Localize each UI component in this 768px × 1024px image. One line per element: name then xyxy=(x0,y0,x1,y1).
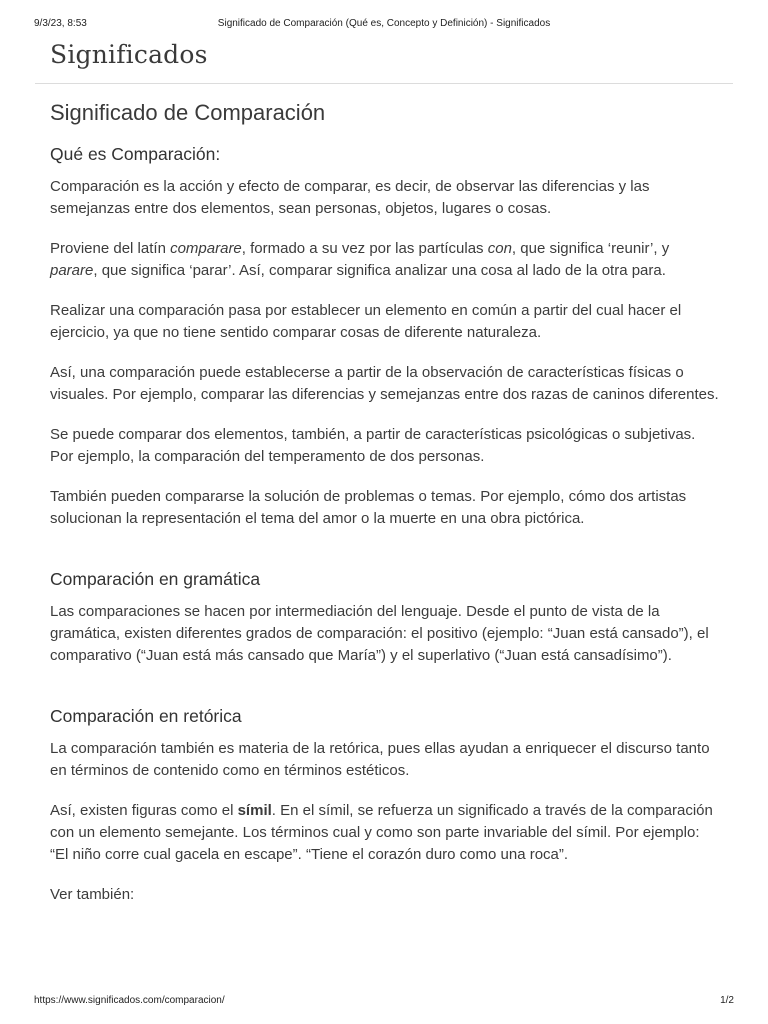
paragraph-grammar: Las comparaciones se hacen por intermediación del lenguaje. Desde el punto de vista de la gramática, existen diferentes grados de comparación: el positivo (ejemplo: “Juan está cansado”), el comparativo (“Juan está más cansado que María”) y el superlativo (“Juan está cansadísimo”). xyxy=(50,603,709,664)
section-heading-que-es: Qué es Comparación: xyxy=(50,144,221,164)
print-footer xyxy=(34,995,734,1007)
print-header xyxy=(34,18,734,30)
article-content xyxy=(50,98,720,906)
paragraph-definition: Comparación es la acción y efecto de comparar, es decir, de observar las diferencias y las semejanzas entre dos elementos, sean personas, objetos, lugares o cosas. xyxy=(50,178,650,217)
section-heading-gramatica: Comparación en gramática xyxy=(50,569,261,589)
paragraph-etymology: Proviene del latín comparare, formado a su vez por las partículas con, que significa ‘reunir’, y parare, que significa ‘parar’. Así, comparar significa analizar una cosa al lado de la otra para. xyxy=(50,240,670,279)
paragraph-rhetoric: La comparación también es materia de la retórica, pues ellas ayudan a enriquecer el discurso tanto en términos de contenido como en términos estéticos. xyxy=(50,740,710,779)
print-page-title: Significado de Comparación (Qué es, Concepto y Definición) - Significados xyxy=(217,18,551,29)
see-also-label: Ver también: xyxy=(50,886,135,903)
paragraph-common-element: Realizar una comparación pasa por establecer un elemento en común a partir del cual hacer el ejercicio, ya que no tiene sentido comparar cosas de diferente naturaleza. xyxy=(50,302,682,341)
paragraph-physical: Así, una comparación puede establecerse a partir de la observación de características físicas o visuales. Por ejemplo, comparar las diferencias y semejanzas entre dos razas de caninos diferentes. xyxy=(50,364,719,403)
print-page-number: 1/2 xyxy=(720,995,734,1006)
term-parare: parare xyxy=(50,262,94,279)
term-comparare: comparare xyxy=(170,240,242,257)
term-simil[interactable]: símil xyxy=(237,802,272,819)
page-title: Significado de Comparación xyxy=(50,100,326,125)
print-date: 9/3/23, 8:53 xyxy=(34,18,87,29)
paragraph-simile: Así, existen figuras como el símil. En el símil, se refuerza un significado a través de la comparación con un elemento semejante. Los términos cual y como son parte invariable del símil. Por ejemplo: “El niño corre cual gacela en escape”. “Tiene el corazón duro como una roca”. xyxy=(50,802,713,863)
paragraph-problems: También pueden compararse la solución de problemas o temas. Por ejemplo, cómo dos artistas solucionan la representación el tema del amor o la muerte en una obra pictórica. xyxy=(50,488,687,527)
section-heading-retorica: Comparación en retórica xyxy=(50,706,242,726)
site-header xyxy=(35,38,733,84)
print-url: https://www.significados.com/comparacion/ xyxy=(34,995,225,1006)
site-logo[interactable]: Significados xyxy=(50,40,208,69)
paragraph-psychological: Se puede comparar dos elementos, también, a partir de características psicológicas o subjetivas. Por ejemplo, la comparación del temperamento de dos personas. xyxy=(50,426,696,465)
term-con: con xyxy=(487,240,512,257)
